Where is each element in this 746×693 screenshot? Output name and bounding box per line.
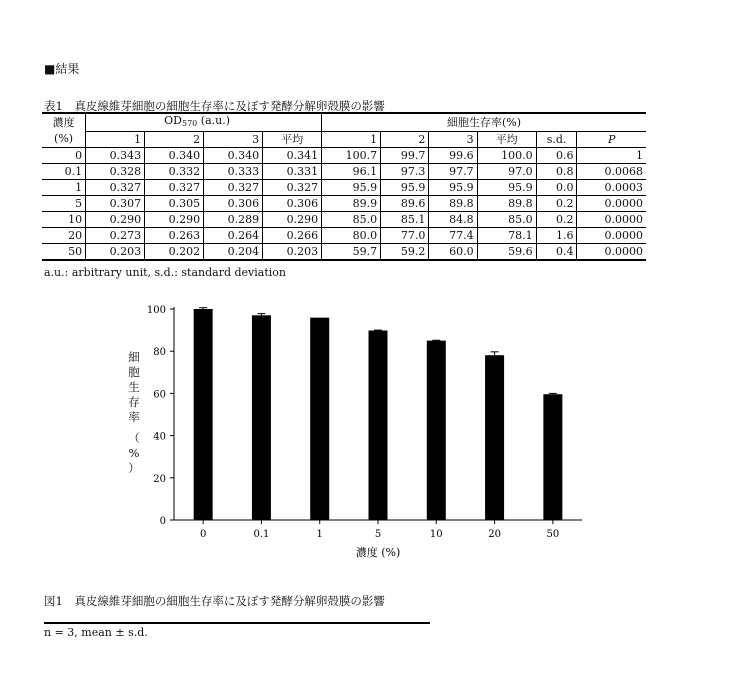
od-cell: 0.202 [145,244,204,261]
y-axis-title-char: % [128,446,140,460]
viability-cell: 0.0000 [577,244,646,261]
od-cell: 0.306 [263,196,322,212]
conc-cell: 0 [42,148,86,164]
conc-cell: 1 [42,180,86,196]
conc-cell: 10 [42,212,86,228]
od-cell: 0.290 [263,212,322,228]
x-tick-label: 0 [199,529,207,540]
x-tick-label: 20 [488,529,501,540]
bar [369,331,388,520]
od-col-header: 1 [86,132,145,148]
table-row [42,180,646,196]
od-cell: 0.340 [204,148,263,164]
viability-cell: 77.4 [429,228,477,244]
table-footnote: a.u.: arbitrary unit, s.d.: standard deviation [44,266,286,279]
viability-cell: 0.6 [536,148,577,164]
y-axis-title-char: 細 [128,350,140,364]
viab-col-header: s.d. [536,132,577,148]
viability-cell: 89.8 [477,196,536,212]
viability-cell: 0.0000 [577,212,646,228]
figure-caption: 図1 真皮線維芽細胞の細胞生存率に及ぼす発酵分解卵殻膜の影響 [44,594,385,608]
od-cell: 0.332 [145,164,204,180]
od-col-header: 3 [204,132,263,148]
y-axis-title-char: 存 [128,395,140,409]
bar [194,309,213,520]
conc-cell: 5 [42,196,86,212]
viability-cell: 95.9 [381,180,429,196]
od-cell: 0.290 [86,212,145,228]
od-cell: 0.343 [86,148,145,164]
od-cell: 0.273 [86,228,145,244]
od-cell: 0.204 [204,244,263,261]
bar [543,394,562,520]
od-cell: 0.327 [145,180,204,196]
od-cell: 0.327 [204,180,263,196]
viability-cell: 0.2 [536,212,577,228]
od-cell: 0.203 [263,244,322,261]
results-table [42,112,646,261]
viability-cell: 89.6 [381,196,429,212]
viability-cell: 97.3 [381,164,429,180]
table-row [42,196,646,212]
od-cell: 0.290 [145,212,204,228]
viability-cell: 99.6 [429,148,477,164]
bar [252,315,271,520]
viability-cell: 89.9 [322,196,381,212]
od-cell: 0.327 [86,180,145,196]
viability-cell: 89.8 [429,196,477,212]
table-row [42,228,646,244]
od-cell: 0.340 [145,148,204,164]
x-tick-label: 50 [546,529,560,540]
y-tick-label: 0 [159,516,166,527]
od-cell: 0.306 [204,196,263,212]
y-axis-title-char: 胞 [128,365,140,379]
viability-cell: 95.9 [429,180,477,196]
x-tick-label: 5 [374,529,382,540]
conc-cell: 0.1 [42,164,86,180]
viab-col-header: P [577,132,646,148]
viability-cell: 1 [577,148,646,164]
viability-cell: 59.7 [322,244,381,261]
viability-cell: 59.2 [381,244,429,261]
y-tick-label: 40 [153,431,166,443]
bar [485,355,504,520]
od-group-header [86,113,322,132]
viability-cell: 96.1 [322,164,381,180]
x-axis-title: 濃度 (%) [355,546,401,559]
od-cell: 0.203 [86,244,145,261]
figure-footnote: n = 3, mean ± s.d. [44,626,148,639]
od-cell: 0.305 [145,196,204,212]
y-tick-label: 20 [153,473,166,485]
section-heading: ■結果 [44,62,80,76]
viability-cell: 95.9 [477,180,536,196]
viability-cell: 80.0 [322,228,381,244]
conc-cell: 50 [42,244,86,261]
od-cell: 0.263 [145,228,204,244]
y-axis-title-char: ） [128,461,140,475]
conc-header: 濃度 [42,113,86,132]
od-cell: 0.328 [86,164,145,180]
od-col-header: 平均 [263,132,322,148]
viability-cell: 1.6 [536,228,577,244]
x-tick-label: 10 [429,529,443,540]
table-row [42,244,646,261]
viability-cell: 85.0 [322,212,381,228]
table-row [42,148,646,164]
viability-cell: 0.0 [536,180,577,196]
table-header-row-1 [42,113,646,132]
table-header-row-2 [42,132,646,148]
od-cell: 0.327 [263,180,322,196]
y-axis-title-char: 率 [128,410,140,424]
od-cell: 0.266 [263,228,322,244]
viability-cell: 59.6 [477,244,536,261]
viability-group-header: 細胞生存率(%) [322,113,646,132]
viability-cell: 97.7 [429,164,477,180]
table-row [42,164,646,180]
viability-cell: 0.0003 [577,180,646,196]
figure-rule [44,622,430,624]
od-cell: 0.264 [204,228,263,244]
od-cell: 0.307 [86,196,145,212]
viab-col-header: 1 [322,132,381,148]
y-tick-label: 100 [146,305,166,316]
viability-cell: 85.1 [381,212,429,228]
viability-cell: 97.0 [477,164,536,180]
viability-cell: 0.4 [536,244,577,261]
viability-cell: 0.8 [536,164,577,180]
x-tick-label: 0.1 [253,529,270,540]
viability-cell: 95.9 [322,180,381,196]
od-subscript: 570 [182,119,198,128]
od-unit: (a.u.) [197,114,230,127]
bar [427,341,446,520]
viab-col-header: 3 [429,132,477,148]
viability-cell: 0.2 [536,196,577,212]
od-cell: 0.331 [263,164,322,180]
viability-cell: 0.0068 [577,164,646,180]
viability-cell: 0.0000 [577,196,646,212]
table-row [42,212,646,228]
viability-cell: 100.7 [322,148,381,164]
viability-cell: 99.7 [381,148,429,164]
viability-cell: 0.0000 [577,228,646,244]
table-body [42,148,646,261]
od-label: OD [164,114,182,127]
viability-cell: 100.0 [477,148,536,164]
y-axis-title-char: 生 [128,380,140,394]
y-tick-label: 60 [153,389,166,401]
table-caption: 表1 真皮線維芽細胞の細胞生存率に及ぼす発酵分解卵殻膜の影響 [44,99,385,113]
y-tick-label: 80 [153,347,166,359]
viab-col-header: 2 [381,132,429,148]
y-axis-title-char: （ [128,431,140,445]
viability-cell: 78.1 [477,228,536,244]
conc-cell: 20 [42,228,86,244]
viability-cell: 85.0 [477,212,536,228]
viability-bar-chart [110,290,600,570]
viab-col-header: 平均 [477,132,536,148]
od-col-header: 2 [145,132,204,148]
od-cell: 0.341 [263,148,322,164]
viability-cell: 84.8 [429,212,477,228]
od-cell: 0.289 [204,212,263,228]
x-tick-label: 1 [316,529,323,540]
od-cell: 0.333 [204,164,263,180]
viability-cell: 60.0 [429,244,477,261]
bar [310,318,329,520]
viability-cell: 77.0 [381,228,429,244]
conc-unit-header: (%) [54,132,74,146]
